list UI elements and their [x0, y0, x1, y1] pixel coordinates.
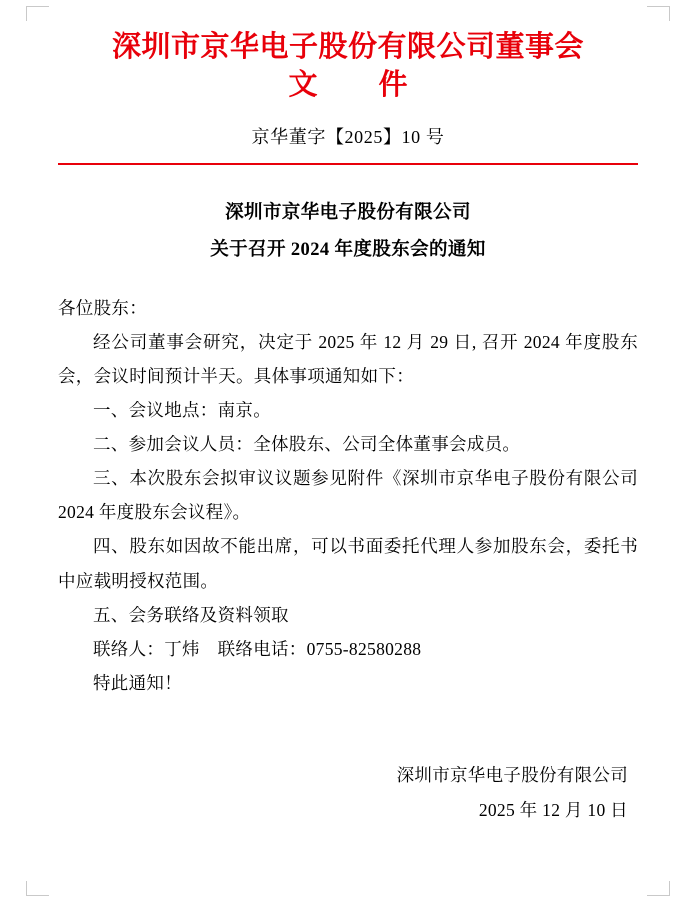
document-title-line-2: 关于召开 2024 年度股东会的通知 — [210, 239, 486, 260]
document-number: 京华董字【2025】10 号 — [251, 126, 445, 147]
contact-line: 联络人：丁炜 联络电话：0755-82580288 — [93, 638, 422, 659]
body-paragraph-2: 一、会议地点：南京。 — [93, 399, 271, 420]
body-paragraph-3: 二、参加会议人员：全体股东、公司全体董事会成员。 — [93, 434, 521, 455]
signer-company: 深圳市京华电子股份有限公司 — [396, 765, 628, 786]
masthead-line-2: 文 件 — [288, 69, 424, 102]
masthead-line-1: 深圳市京华电子股份有限公司董事会 — [111, 31, 584, 63]
document-masthead — [58, 28, 638, 105]
signature-block — [58, 758, 638, 828]
red-divider-rule — [58, 163, 638, 165]
body-paragraph-6: 五、会务联络及资料领取 — [93, 604, 289, 625]
body-paragraph-5: 四、股东如因故不能出席，可以书面委托代理人参加股东会，委托书中应载明授权范围。 — [58, 536, 638, 591]
body-paragraph-1: 经公司董事会研究，决定于 2025 年 12 月 29 日, 召开 2024 年度股东会，会议时间预计半天。具体事项通知如下： — [58, 331, 638, 386]
closing-line: 特此通知！ — [93, 672, 182, 693]
document-body — [58, 291, 638, 701]
signer-date: 2025 年 12 月 10 日 — [478, 800, 628, 821]
document-title — [58, 195, 638, 269]
document-title-line-1: 深圳市京华电子股份有限公司 — [225, 202, 471, 223]
salutation: 各位股东： — [58, 297, 147, 318]
body-paragraph-4: 三、本次股东会拟审议议题参见附件《深圳市京华电子股份有限公司 2024 年度股东会议程》。 — [58, 468, 638, 523]
